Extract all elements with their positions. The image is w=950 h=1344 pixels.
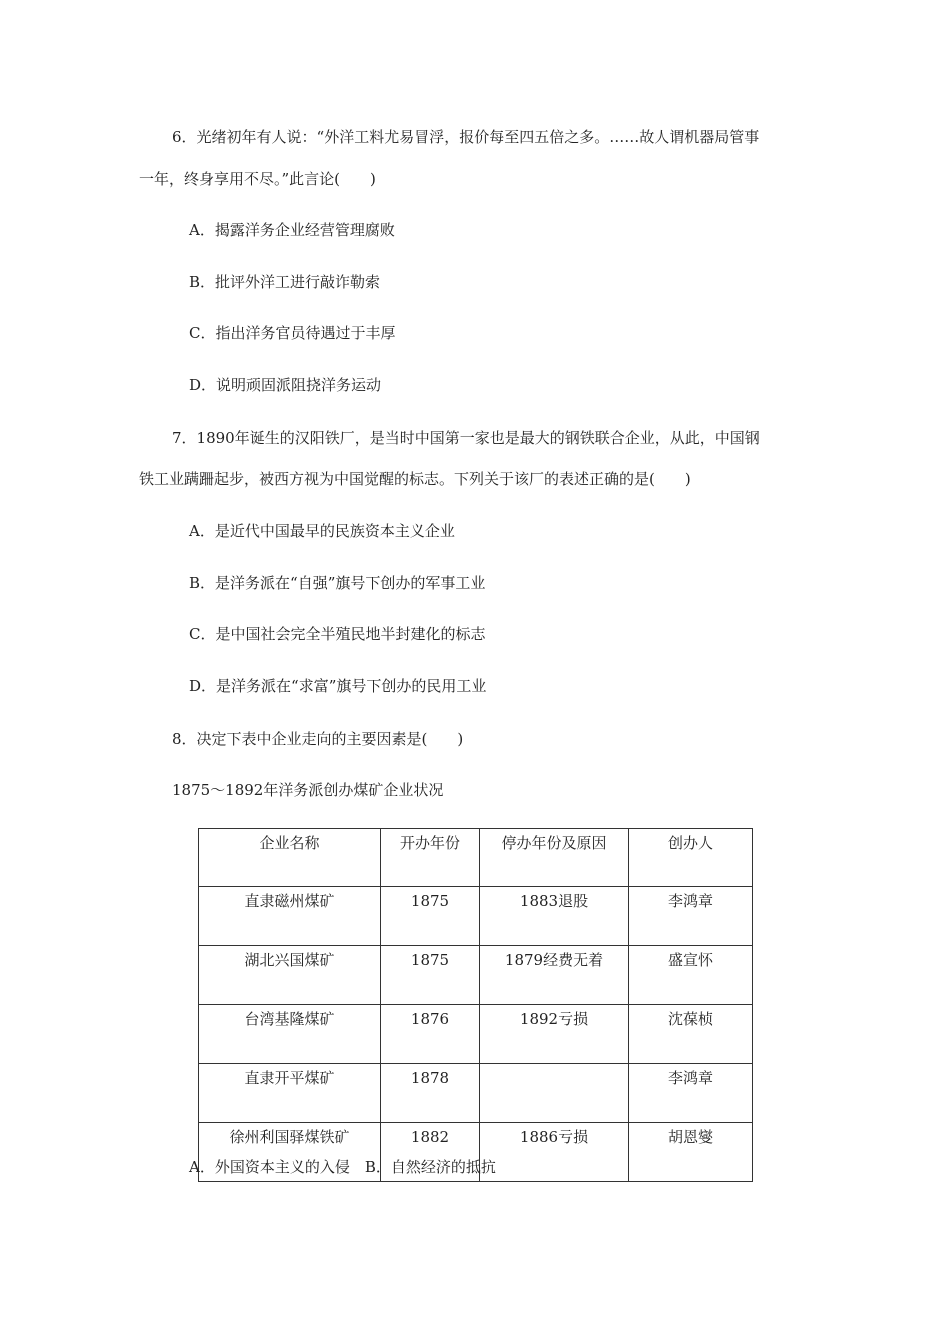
q6-stem-line2: 一年，终身享用不尽。”此言论( )	[139, 170, 376, 188]
table-cell: 李鸿章	[629, 1064, 753, 1123]
table-row	[199, 1064, 753, 1123]
table-cell: 1879经费无着	[480, 946, 629, 1005]
q7-option-d: D．是洋务派在“求富”旗号下创办的民用工业	[189, 677, 487, 695]
coal-mine-table	[198, 828, 753, 1182]
q7-stem-line1: 7．1890年诞生的汉阳铁厂，是当时中国第一家也是最大的钢铁联合企业，从此，中国钢	[172, 429, 760, 447]
q8-table-title: 1875～1892年洋务派创办煤矿企业状况	[172, 781, 444, 799]
table-cell: 1883退股	[480, 887, 629, 946]
table-cell: 1882	[381, 1123, 480, 1182]
table-cell: 直隶开平煤矿	[199, 1064, 381, 1123]
table-cell: 徐州利国驿煤铁矿	[199, 1123, 381, 1182]
q7-option-c: C．是中国社会完全半殖民地半封建化的标志	[189, 625, 486, 643]
table-cell	[480, 1064, 629, 1123]
table-cell: 1892亏损	[480, 1005, 629, 1064]
table-row	[199, 1005, 753, 1064]
table-cell: 直隶磁州煤矿	[199, 887, 381, 946]
q6-option-d: D．说明顽固派阻挠洋务运动	[189, 376, 382, 394]
table-cell: 1878	[381, 1064, 480, 1123]
table-cell: 1886亏损	[480, 1123, 629, 1182]
table-cell: 盛宣怀	[629, 946, 753, 1005]
table-row	[199, 946, 753, 1005]
q8-stem: 8．决定下表中企业走向的主要因素是( )	[172, 730, 464, 748]
table-header-row	[199, 829, 753, 887]
table-cell: 李鸿章	[629, 887, 753, 946]
table-row	[199, 887, 753, 946]
q6-option-c: C．指出洋务官员待遇过于丰厚	[189, 324, 396, 342]
table-cell: 1875	[381, 946, 480, 1005]
table-cell: 胡恩燮	[629, 1123, 753, 1182]
q6-option-b: B．批评外洋工进行敲诈勒索	[189, 273, 381, 291]
header-cell-start-year: 开办年份	[381, 829, 480, 887]
header-cell-stop-year: 停办年份及原因	[480, 829, 629, 887]
q7-option-a: A．是近代中国最早的民族资本主义企业	[189, 522, 455, 540]
q6-stem-line1: 6．光绪初年有人说：“外洋工料尤易冒浮，报价每至四五倍之多。……故人谓机器局管事	[172, 128, 760, 146]
q7-stem-line2: 铁工业蹒跚起步，被西方视为中国觉醒的标志。下列关于该厂的表述正确的是( )	[139, 470, 691, 488]
q8-options-line: A．外国资本主义的入侵 B．自然经济的抵抗	[189, 1158, 496, 1176]
q6-option-a: A．揭露洋务企业经营管理腐败	[189, 221, 395, 239]
table-cell: 1875	[381, 887, 480, 946]
table-cell: 1876	[381, 1005, 480, 1064]
q7-option-b: B．是洋务派在“自强”旗号下创办的军事工业	[189, 574, 486, 592]
table-cell: 沈葆桢	[629, 1005, 753, 1064]
header-cell-name: 企业名称	[199, 829, 381, 887]
header-cell-founder: 创办人	[629, 829, 753, 887]
table-cell: 台湾基隆煤矿	[199, 1005, 381, 1064]
table-cell: 湖北兴国煤矿	[199, 946, 381, 1005]
